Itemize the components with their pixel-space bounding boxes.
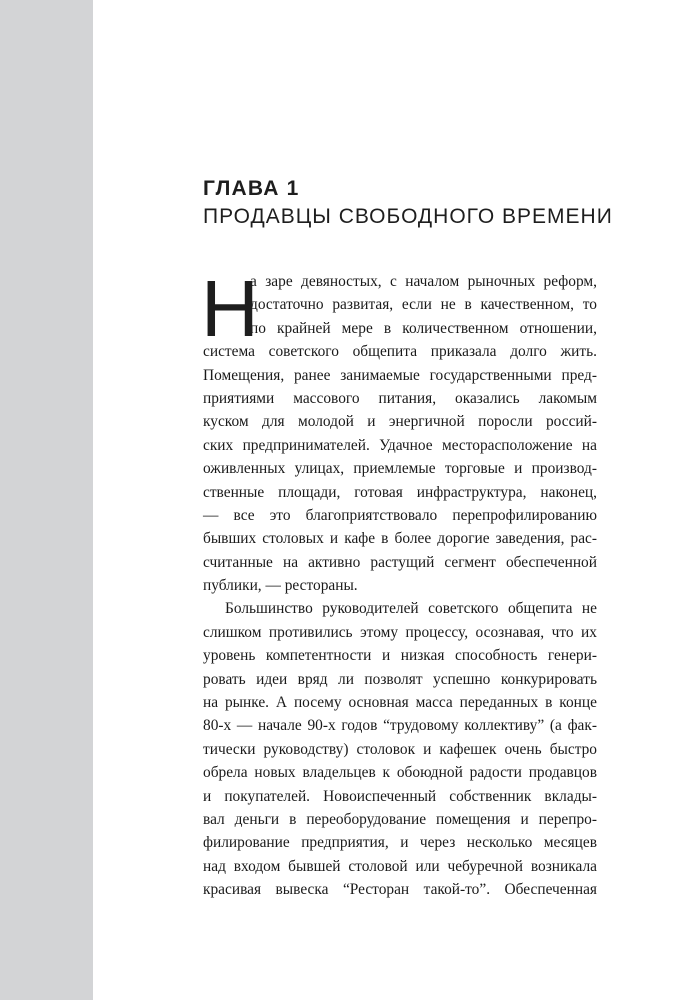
text-line: филирование предприятия, и через несколько месяцев	[203, 834, 597, 852]
text-line: 80-х — начале 90-х годов “трудовому коллективу” (а фак-	[203, 717, 597, 735]
text-line: бывших столовых и кафе в более дорогие заведения, рас-	[203, 530, 597, 548]
text-line: ских предпринимателей. Удачное месторасположение на	[203, 436, 597, 454]
text-line: Большинство руководителей советского общепита не	[225, 600, 597, 618]
text-line: система советского общепита приказала долго жить.	[203, 343, 597, 361]
chapter-heading	[203, 176, 623, 230]
text-line: а заре девяностых, с началом рыночных реформ,	[250, 273, 597, 290]
chapter-number: ГЛАВА 1	[203, 177, 300, 200]
paragraph-2	[203, 597, 597, 901]
text-line: приятиями массового питания, оказались лакомым	[203, 389, 597, 407]
text-line: публики, — рестораны.	[203, 577, 358, 595]
text-line: оживленных улицах, приемлемые торговые и производ-	[203, 460, 597, 478]
text-line: ровать идеи вряд ли позволят успешно конкурировать	[203, 670, 597, 688]
text-line: считанные на активно растущий сегмент обеспеченной	[203, 553, 597, 571]
text-line: вал деньги в переоборудование помещения и перепро-	[203, 810, 597, 828]
text-line: над входом бывшей столовой или чебуречной возникала	[203, 857, 597, 875]
text-line: и покупателей. Новоиспеченный собственник вклады-	[203, 787, 597, 805]
text-line: тически руководству) столовок и кафешек очень быстро	[203, 740, 597, 758]
drop-cap-letter: Н	[201, 264, 259, 353]
body-text	[201, 264, 597, 902]
text-line: обрела новых владельцев к обоюдной радости продавцов	[203, 764, 597, 782]
text-line: на рынке. А посему основная масса переданных в конце	[203, 694, 597, 712]
text-line: уровень компетентности и низкая способность генери-	[203, 647, 597, 665]
text-line: — все это благоприятствовало перепрофилированию	[203, 506, 597, 524]
paragraph-1	[201, 264, 597, 597]
text-line: куском для молодой и энергичной поросли россий-	[203, 413, 597, 431]
text-line: красивая вывеска “Ресторан такой-то”. Обеспеченная	[203, 881, 597, 899]
text-line: Помещения, ранее занимаемые государственными пред-	[203, 366, 597, 384]
text-line: слишком противились этому процессу, осознавая, что их	[203, 623, 597, 641]
text-line: по крайней мере в количественном отношении,	[250, 319, 597, 337]
chapter-title: ПРОДАВЦЫ СВОБОДНОГО ВРЕМЕНИ	[203, 205, 613, 228]
page-gutter	[0, 0, 93, 1000]
text-line: ственные площади, готовая инфраструктура, наконец,	[203, 483, 597, 501]
text-line: достаточно развитая, если не в качественном, то	[250, 296, 597, 314]
